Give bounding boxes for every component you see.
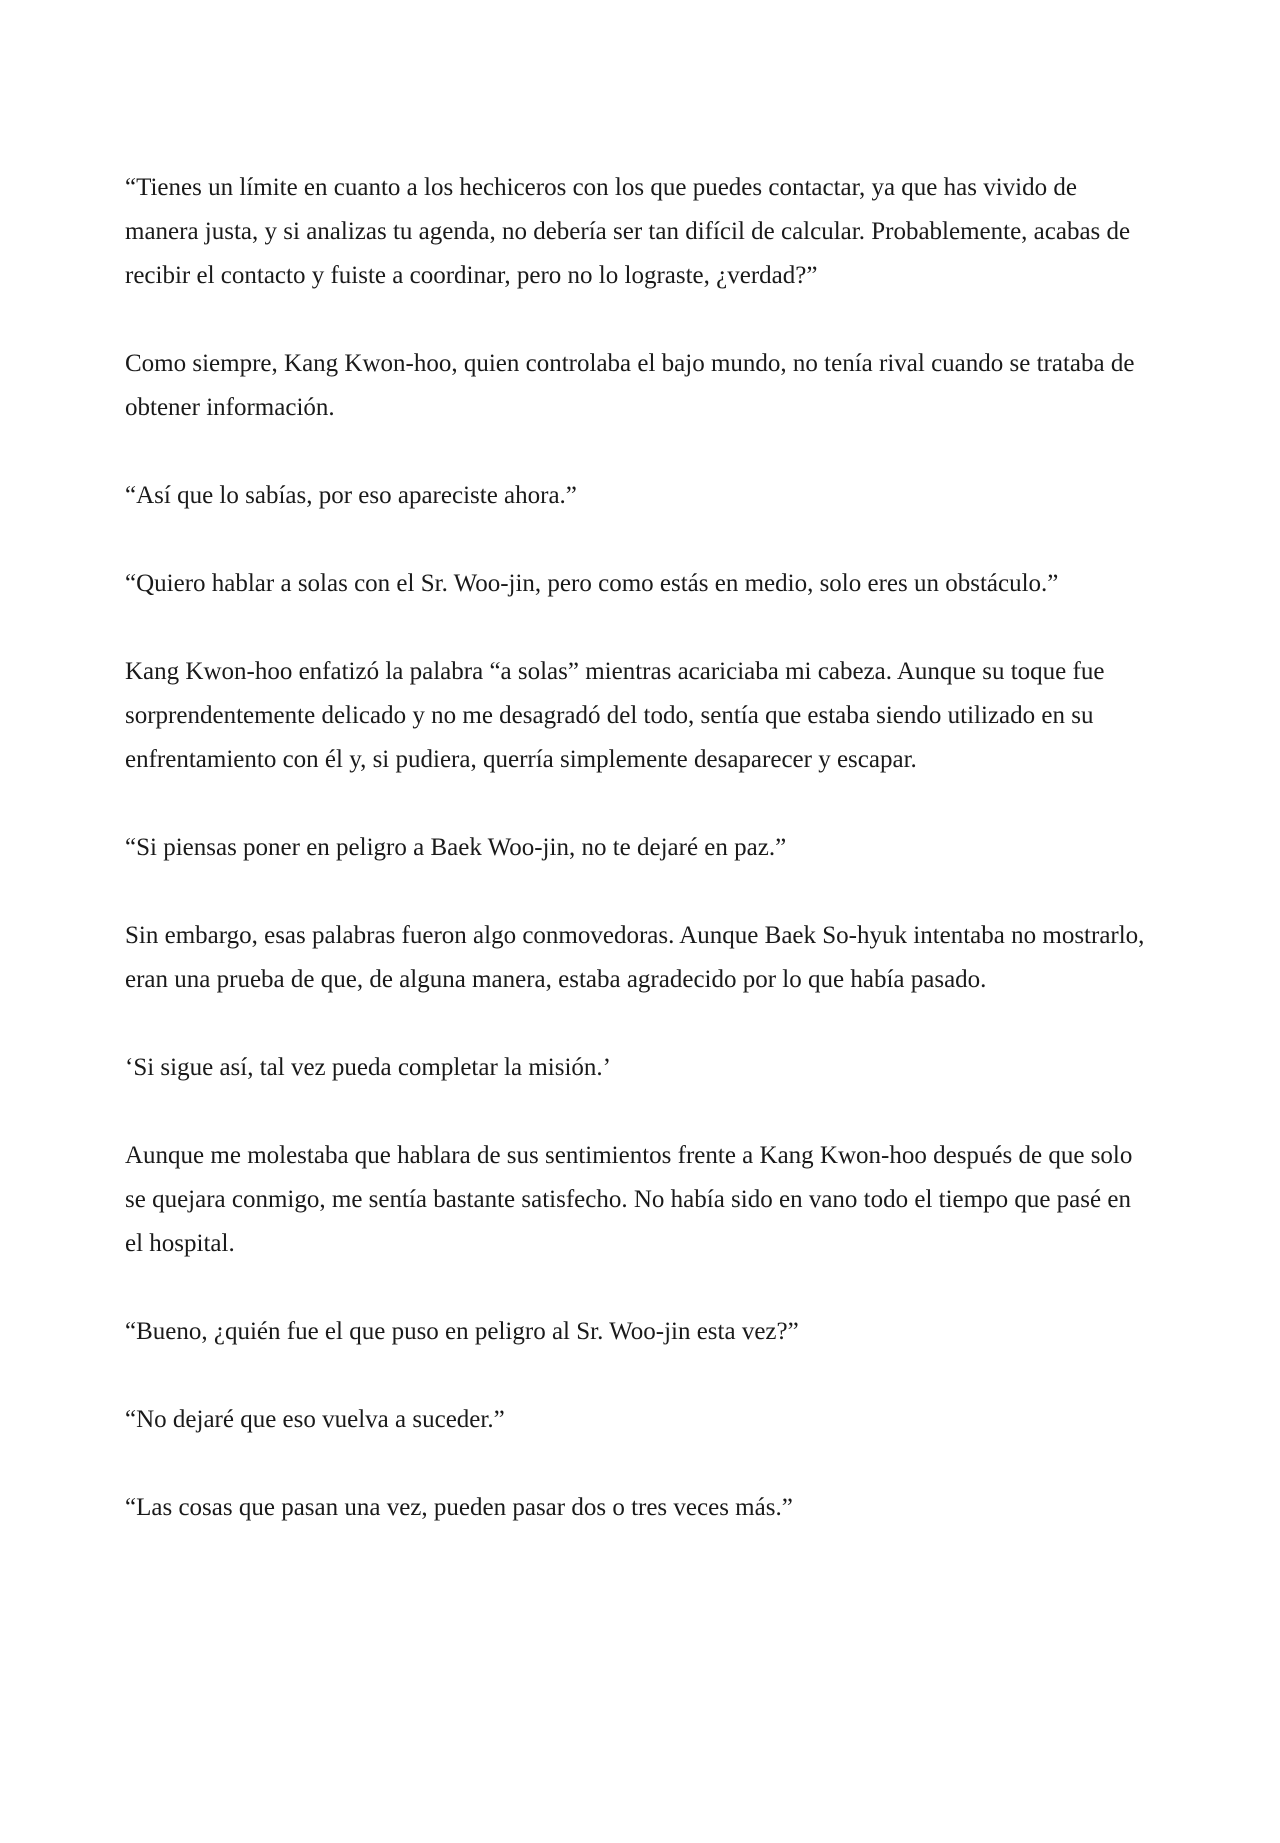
paragraph: “No dejaré que eso vuelva a suceder.” xyxy=(125,1406,505,1433)
paragraph: “Quiero hablar a solas con el Sr. Woo-jin, pero como estás en medio, solo eres un obstáculo.” xyxy=(125,570,1059,597)
paragraph: “Las cosas que pasan una vez, pueden pasar dos o tres veces más.” xyxy=(125,1494,793,1521)
paragraph: ‘Si sigue así, tal vez pueda completar la misión.’ xyxy=(125,1054,611,1081)
paragraph: “Tienes un límite en cuanto a los hechiceros con los que puedes contactar, ya que has vivido de manera justa, y si analizas tu agenda, no debería ser tan difícil de calcular. Probablemente, acabas de recibir el contacto y fuiste a coordinar, pero no lo lograste, ¿verdad?” xyxy=(125,174,1131,289)
paragraph: Sin embargo, esas palabras fueron algo conmovedoras. Aunque Baek So-hyuk intentaba no mostrarlo, eran una prueba de que, de alguna manera, estaba agradecido por lo que había pasado. xyxy=(125,922,1145,993)
paragraph: “Bueno, ¿quién fue el que puso en peligro al Sr. Woo-jin esta vez?” xyxy=(125,1318,799,1345)
paragraph: “Si piensas poner en peligro a Baek Woo-jin, no te dejaré en paz.” xyxy=(125,834,787,861)
paragraph: Kang Kwon-hoo enfatizó la palabra “a solas” mientras acariciaba mi cabeza. Aunque su toque fue sorprendentemente delicado y no me desagradó del todo, sentía que estaba siendo utilizado en su enfrentamiento con él y, si pudiera, querría simplemente desaparecer y escapar. xyxy=(125,658,1105,773)
paragraph: Aunque me molestaba que hablara de sus sentimientos frente a Kang Kwon-hoo después de que solo se quejara conmigo, me sentía bastante satisfecho. No había sido en vano todo el tiempo que pasé en el hospital. xyxy=(125,1142,1133,1257)
paragraph: Como siempre, Kang Kwon-hoo, quien controlaba el bajo mundo, no tenía rival cuando se trataba de obtener información. xyxy=(125,350,1135,421)
paragraph: “Así que lo sabías, por eso apareciste ahora.” xyxy=(125,482,577,509)
